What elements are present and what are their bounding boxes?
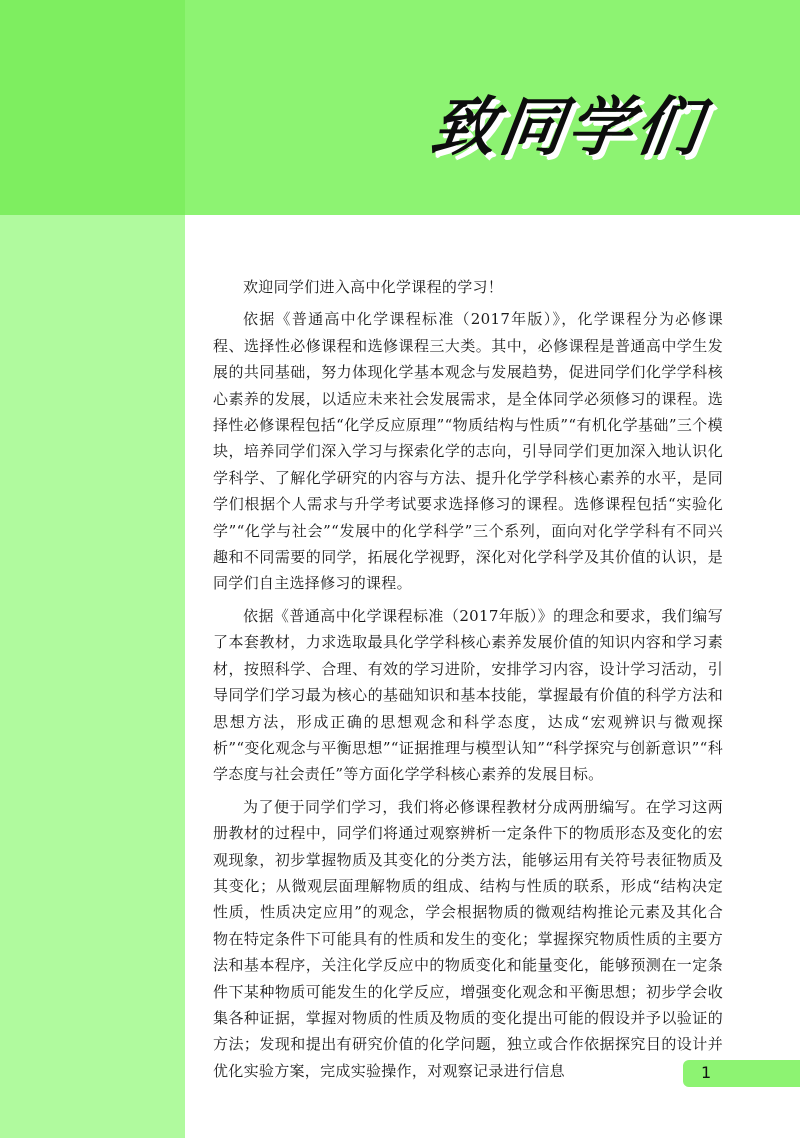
- page-number-tab: [683, 1060, 800, 1087]
- paragraph-compulsory-volumes: 为了便于同学们学习，我们将必修课程教材分成两册编写。在学习这两册教材的过程中，同学们将通过观察辨析一定条件下的物质形态及变化的宏观现象，初步掌握物质及其变化的分类方法，能够运用有关符号表征物质及其变化；从微观层面理解物质的组成、结构与性质的联系，形成“结构决定性质，性质决定应用”的观念，学会根据物质的微观结构推论元素及其化合物在特定条件下可能具有的性质和发生的变化；掌握探究物质性质的主要方法和基本程序，关注化学反应中的物质变化和能量变化，能够预测在一定条件下某种物质可能发生的化学反应，增强变化观念和平衡思想；初步学会收集各种证据，掌握对物质的性质及物质的变化提出可能的假设并予以验证的方法；发现和提出有研究价值的化学问题，独立或合作依据探究目的设计并优化实验方案，完成实验操作，对观察记录进行信息: [213, 797, 723, 1080]
- paragraph-textbook-goals: 依据《普通高中化学课程标准（2017年版）》的理念和要求，我们编写了本套教材，力求选取最具化学学科核心素养发展价值的知识内容和学习素材，按照科学、合理、有效的学习进阶，安排学习内容，设计学习活动，引导同学们学习最为核心的基础知识和基本技能，掌握最有价值的科学方法和思想方法，形成正确的思想观念和科学态度，达成“宏观辨识与微观探析”“变化观念与平衡思想”“证据推理与模型认知”“科学探究与创新意识”“科学态度与社会责任”等方面化学学科核心素养的发展目标。: [213, 606, 723, 784]
- body-text: [213, 274, 723, 1090]
- page-title: 致同学们: [426, 91, 710, 165]
- paragraph-welcome: 欢迎同学们进入高中化学课程的学习！: [243, 278, 504, 296]
- header-corner-block: [0, 0, 185, 215]
- page-number: 1: [701, 1063, 712, 1082]
- paragraph-curriculum: 依据《普通高中化学课程标准（2017年版）》，化学课程分为必修课程、选择性必修课程和选修课程三大类。其中，必修课程是普通高中学生发展的共同基础，努力体现化学基本观念与发展趋势，促进同学们化学学科核心素养的发展，以适应未来社会发展需求，是全体同学必须修习的课程。选择性必修课程包括“化学反应原理”“物质结构与性质”“有机化学基础”三个模块，培养同学们深入学习与探索化学的志向，引导同学们更加深入地认识化学科学、了解化学研究的内容与方法、提升化学学科核心素养的水平，是同学们根据个人需求与升学考试要求选择修习的课程。选修课程包括“实验化学”“化学与社会”“发展中的化学科学”三个系列，面向对化学学科有不同兴趣和不同需要的同学，拓展化学视野，深化对化学科学及其价值的认识，是同学们自主选择修习的课程。: [213, 310, 723, 593]
- side-strip: [0, 215, 185, 1138]
